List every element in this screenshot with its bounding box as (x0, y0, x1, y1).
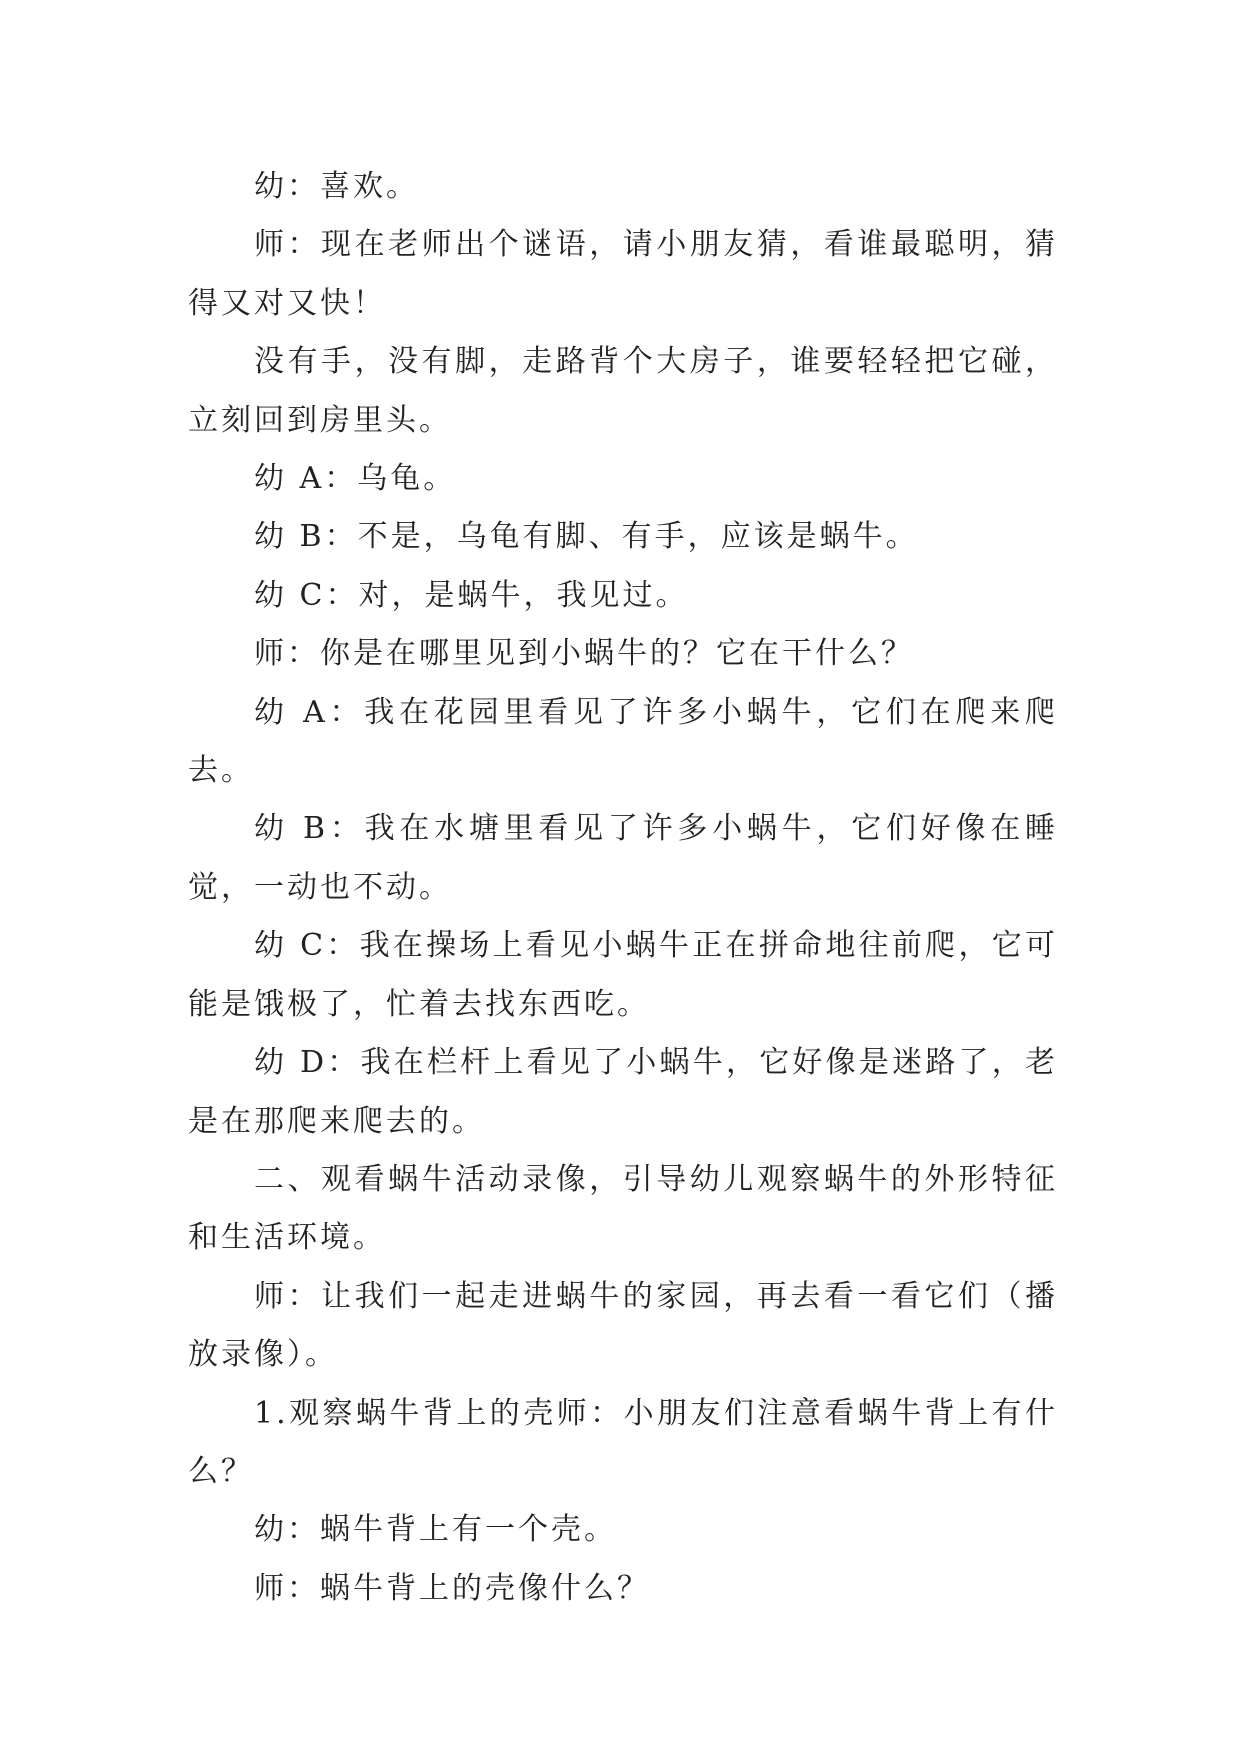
paragraph: 幼：蜗牛背上有一个壳。 (254, 1512, 617, 1548)
paragraph: 师：让我们一起走进蜗牛的家园，再去看一看它们（播放录像）。 (188, 1278, 1058, 1373)
paragraph: 幼 C：对，是蜗牛，我见过。 (254, 577, 689, 613)
paragraph: 没有手，没有脚，走路背个大房子，谁要轻轻把它碰，立刻回到房里头。 (188, 344, 1058, 438)
paragraph: 师：现在老师出个谜语，请小朋友猜，看谁最聪明，猜得又对又快！ (188, 227, 1058, 321)
paragraph: 幼 A：乌龟。 (254, 461, 457, 497)
paragraph: 幼 D：我在栏杆上看见了小蜗牛，它好像是迷路了，老是在那爬来爬去的。 (188, 1045, 1058, 1139)
paragraph: 幼 A：我在花园里看见了许多小蜗牛，它们在爬来爬去。 (188, 694, 1058, 789)
paragraph: 幼 C：我在操场上看见小蜗牛正在拼命地往前爬，它可能是饿极了，忙着去找东西吃。 (188, 928, 1058, 1022)
paragraph: 师：你是在哪里见到小蜗牛的？它在干什么？ (254, 636, 914, 672)
document-body (188, 158, 1058, 1618)
paragraph: 二、观看蜗牛活动录像，引导幼儿观察蜗牛的外形特征和生活环境。 (188, 1161, 1058, 1256)
paragraph: 幼：喜欢。 (254, 169, 419, 204)
paragraph: 幼 B：我在水塘里看见了许多小蜗牛，它们好像在睡觉，一动也不动。 (188, 811, 1058, 905)
paragraph: 师：蜗牛背上的壳像什么？ (254, 1570, 650, 1606)
paragraph: 1.观察蜗牛背上的壳师：小朋友们注意看蜗牛背上有什么？ (188, 1395, 1058, 1489)
paragraph: 幼 B：不是，乌龟有脚、有手，应该是蜗牛。 (254, 519, 919, 555)
